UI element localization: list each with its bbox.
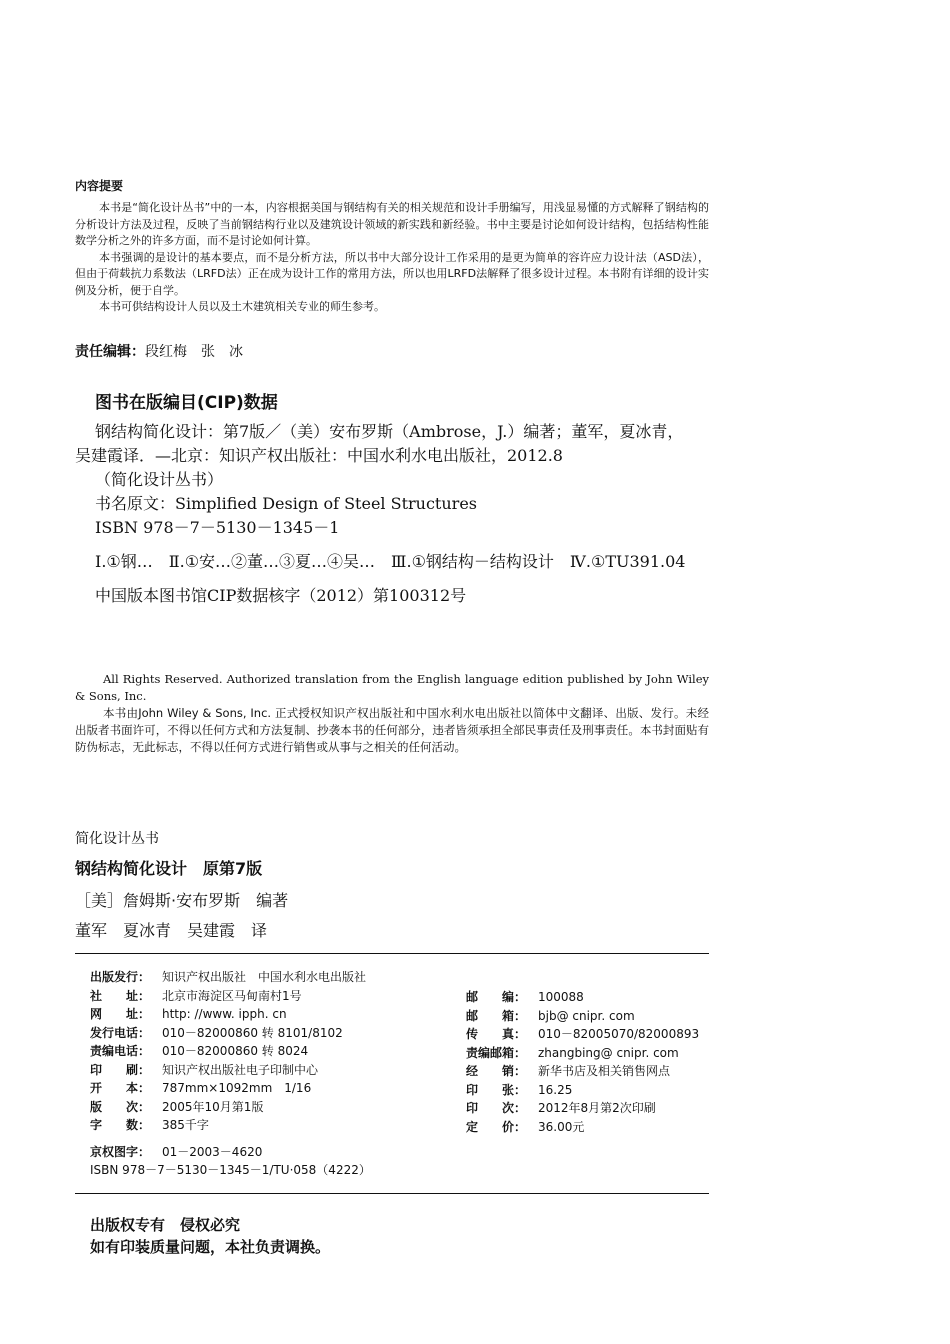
info-key: 发行电话： <box>90 1025 151 1040</box>
editor-label: 责任编辑： <box>75 344 145 360</box>
info-key: 版 次： <box>90 1099 151 1114</box>
info-value: 010－82000860 转 8101/8102 <box>162 1025 343 1040</box>
info-value: 100088 <box>538 990 584 1004</box>
summary-title: 内容提要 <box>75 179 124 193</box>
info-value: zhangbing@ cnipr. com <box>538 1045 679 1060</box>
cip-series: （简化设计丛书） <box>95 470 224 489</box>
author-line: ［美］詹姆斯·安布罗斯 编著 <box>75 891 289 910</box>
info-row <box>90 1061 371 1080</box>
rights-english: All Rights Reserved. Authorized translation from the English language edition published by John Wiley & Sons, Inc. <box>75 672 709 703</box>
translator-line: 董军 夏冰青 吴建霞 译 <box>75 921 268 940</box>
info-value: 2012年8月第2次印刷 <box>538 1101 656 1115</box>
rights-block <box>75 671 709 756</box>
series-name: 简化设计丛书 <box>75 831 159 847</box>
summary-body <box>75 200 709 316</box>
summary-paragraph: 本书是“简化设计丛书”中的一本，内容根据美国与钢结构有关的相关规范和设计手册编写，用浅显易懂的方式解释了钢结构的分析设计方法及过程，反映了当前钢结构行业以及建筑设计领域的新实践和新经验。书中主要是讨论如何设计结构，包括结构性能数学分析之外的许多方面，而不是讨论如何计算。 <box>75 201 709 247</box>
editor-names: 段红梅 张 冰 <box>145 344 243 360</box>
info-row <box>90 1079 371 1098</box>
license-row <box>90 1143 371 1162</box>
info-row <box>90 1005 371 1024</box>
copyright-notice <box>90 1214 330 1258</box>
info-key: 印 次： <box>466 1101 527 1115</box>
cip-isbn: ISBN 978－7－5130－1345－1 <box>95 518 340 537</box>
info-row <box>466 1007 699 1026</box>
info-value: 知识产权出版社 中国水利水电出版社 <box>162 970 367 984</box>
info-row <box>466 1099 699 1118</box>
info-row <box>466 1062 699 1081</box>
info-key: 出版发行： <box>90 970 151 984</box>
info-value: 385千字 <box>162 1118 209 1132</box>
info-value: 010－82000860 转 8024 <box>162 1044 309 1058</box>
info-row <box>466 988 699 1007</box>
cip-block <box>75 420 695 608</box>
info-value: http: //www. ipph. cn <box>162 1007 287 1021</box>
publisher-row <box>90 968 371 987</box>
info-value: 2005年10月第1版 <box>162 1099 264 1114</box>
info-key: 传 真： <box>466 1027 527 1041</box>
cip-verification: 中国版本图书馆CIP数据核字（2012）第100312号 <box>95 586 467 605</box>
info-key: 京权图字： <box>90 1144 151 1159</box>
responsible-editor <box>75 341 243 361</box>
info-key: 印 张： <box>466 1082 527 1097</box>
info-row <box>466 1025 699 1044</box>
info-value: 787mm×1092mm 1/16 <box>162 1081 312 1095</box>
info-value: 010－82005070/82000893 <box>538 1027 700 1041</box>
info-key: 定 价： <box>466 1119 527 1134</box>
info-value: 36.00元 <box>538 1119 585 1134</box>
info-key: 字 数： <box>90 1118 151 1132</box>
info-row <box>466 1044 699 1063</box>
rights-chinese: 本书由John Wiley & Sons, Inc. 正式授权知识产权出版社和中国水利水电出版社以简体中文翻译、出版、发行。未经出版者书面许可，不得以任何方式和方法复制、抄袭本书的任何部分，违者皆须承担全部民事责任及刑事责任。本书封面贴有防伪标志，无此标志，不得以任何方式进行销售或从事与之相关的任何活动。 <box>75 706 709 754</box>
isbn-full: ISBN 978－7－5130－1345－1/TU·058（4222） <box>90 1163 371 1177</box>
info-key: 网 址： <box>90 1007 151 1021</box>
info-value: 16.25 <box>538 1082 573 1097</box>
book-title: 钢结构简化设计 原第7版 <box>75 859 263 878</box>
info-row <box>90 1116 371 1135</box>
authors-block <box>75 886 288 946</box>
info-row <box>90 1042 371 1061</box>
info-value: 新华书店及相关销售网点 <box>538 1064 671 1078</box>
info-key: 经 销： <box>466 1064 527 1078</box>
info-value: 知识产权出版社电子印制中心 <box>162 1062 319 1077</box>
cip-original-title: 书名原文：Simplified Design of Steel Structures <box>95 494 477 513</box>
info-key: 邮 编： <box>466 990 527 1004</box>
info-value: bjb@ cnipr. com <box>538 1008 635 1023</box>
divider-bottom <box>75 1193 709 1194</box>
quality-line: 如有印装质量问题，本社负责调换。 <box>90 1238 331 1256</box>
summary-paragraph: 本书可供结构设计人员以及土木建筑相关专业的师生参考。 <box>99 300 385 313</box>
info-key: 责编电话： <box>90 1044 151 1058</box>
info-row <box>90 1024 371 1043</box>
info-value: 北京市海淀区马甸南村1号 <box>162 988 302 1003</box>
info-key: 社 址： <box>90 988 151 1003</box>
info-key: 开 本： <box>90 1081 151 1095</box>
cip-classification: Ⅰ.①钢… Ⅱ.①安…②董…③夏…④吴… Ⅲ.①钢结构－结构设计 Ⅳ.①TU391.04 <box>95 552 686 571</box>
info-row <box>466 1118 699 1137</box>
info-key: 邮 箱： <box>466 1008 527 1023</box>
info-row <box>90 987 371 1006</box>
info-value: 01－2003－4620 <box>162 1144 263 1159</box>
publication-info-right <box>466 988 699 1136</box>
copyright-line: 出版权专有 侵权必究 <box>90 1216 241 1234</box>
info-key: 责编邮箱： <box>466 1045 527 1060</box>
cip-title: 图书在版编目(CIP)数据 <box>95 393 278 413</box>
info-key: 印 刷： <box>90 1062 151 1077</box>
publication-info-left <box>90 968 371 1180</box>
divider-top <box>75 953 709 954</box>
cip-entry: 钢结构简化设计：第7版／（美）安布罗斯（Ambrose，J.）编著；董军，夏冰青，吴建霞译．—北京：知识产权出版社：中国水利水电出版社，2012.8 <box>75 422 684 465</box>
summary-paragraph: 本书强调的是设计的基本要点，而不是分析方法，所以书中大部分设计工作采用的是更为简单的容许应力设计法（ASD法），但由于荷载抗力系数法（LRFD法）正在成为设计工作的常用方法，所以也用LRFD法解释了很多设计过程。本书附有详细的设计实例及分析，便于自学。 <box>75 250 709 297</box>
info-row <box>90 1098 371 1117</box>
info-row <box>466 1081 699 1100</box>
